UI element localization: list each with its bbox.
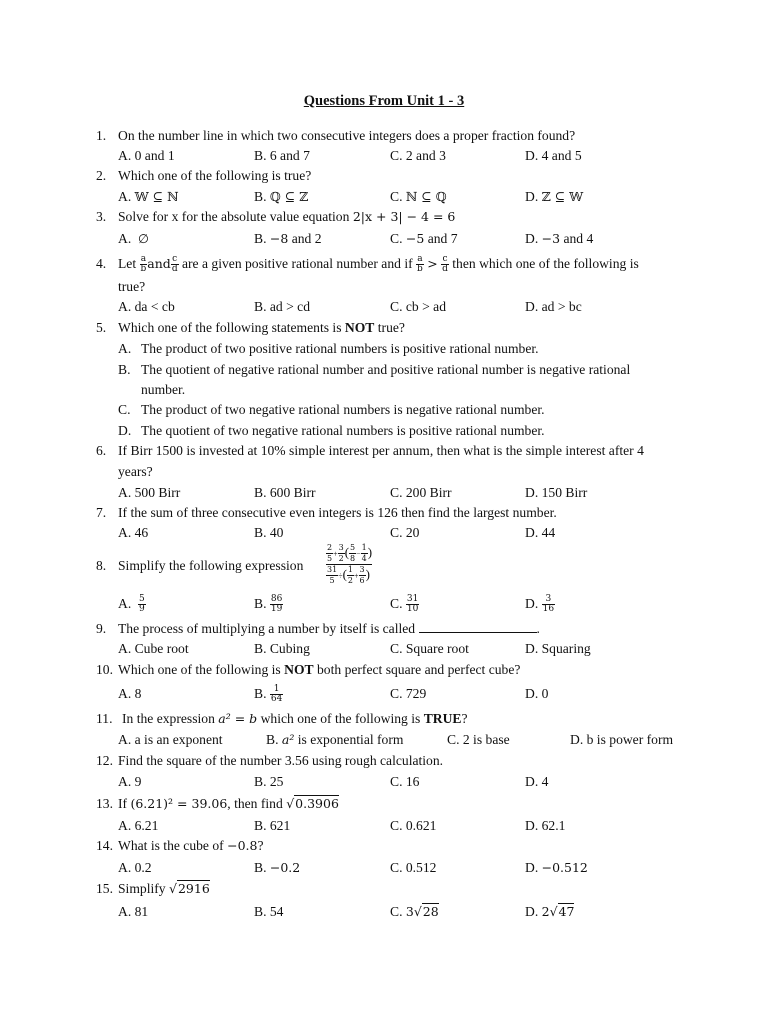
denominator: 2 [338, 554, 344, 563]
numerator: 31 [327, 565, 338, 574]
question-number: 4. [96, 256, 107, 271]
question-text-part: and [147, 256, 171, 271]
option-a: A. 500 Birr [118, 485, 181, 500]
close-paren: ) [367, 544, 373, 560]
option-b: B. 40 [254, 525, 284, 540]
equation: (6.21)² = 39.06 [130, 796, 228, 811]
option-a: A. 8 [118, 686, 142, 701]
question-text [122, 710, 468, 728]
question-text [118, 208, 455, 226]
equation: a² = b [218, 711, 258, 726]
option-math: ℚ ⊆ ℤ [269, 189, 309, 204]
option-math: −0.2 [269, 860, 301, 875]
option-b [254, 859, 300, 877]
answer-blank[interactable] [419, 620, 537, 633]
question-text: Simplify the following expression [118, 558, 304, 573]
option-c: C. 0.621 [390, 818, 437, 833]
option-text: and 4 [560, 231, 594, 246]
option-letter: A. [118, 341, 132, 356]
divide-sign: ÷ [338, 571, 343, 581]
option-math: −5 [405, 231, 425, 246]
square-root: √0.3906 [286, 796, 339, 811]
denominator: 5 [327, 554, 333, 563]
option-c: C. 2 is base [447, 732, 510, 747]
open-paren: ( [344, 544, 350, 560]
option-math: 𝕎 ⊆ ℕ [134, 189, 179, 204]
numerator: 1 [361, 543, 367, 552]
fraction [347, 566, 354, 585]
denominator: 6 [359, 576, 365, 585]
question-number: 12. [96, 753, 113, 768]
option-letter: D. [525, 904, 539, 919]
numerator: 31 [406, 594, 419, 605]
option-c: C. 0.512 [390, 860, 437, 875]
question-text-part: , then find [227, 796, 283, 811]
option-fraction [270, 595, 283, 614]
numerator: 3 [542, 595, 555, 605]
numerator: 86 [270, 594, 283, 605]
question-text-part: years? [118, 464, 153, 479]
option-math: ∅ [138, 231, 149, 246]
option-text: and 7 [424, 231, 458, 246]
denominator: 10 [406, 604, 419, 615]
question-text-part: then which one of the following is [452, 256, 639, 271]
question-number: 1. [96, 128, 107, 143]
option-text: number. [141, 382, 186, 397]
option-letter: B. [254, 189, 267, 204]
option-c: C. 200 Birr [390, 485, 452, 500]
option-letter: D. [525, 189, 539, 204]
question-number: 6. [96, 443, 107, 458]
option-a: A. Cube root [118, 641, 189, 656]
option-b: B. 54 [254, 904, 284, 919]
option-b [254, 188, 308, 206]
denominator: 19 [270, 604, 283, 615]
denominator: b [417, 264, 423, 275]
denominator: 5 [329, 576, 335, 585]
coefficient: 2 [541, 904, 550, 919]
option-d: D. 0 [525, 686, 549, 701]
option-c: C. 20 [390, 525, 420, 540]
question-text-part: . [536, 621, 540, 636]
question-text-part: true? [377, 320, 405, 335]
option-fraction [270, 685, 283, 704]
option-a: A. 9 [118, 774, 142, 789]
option-letter: B. [254, 860, 267, 875]
option-letter: D. [118, 423, 132, 438]
option-d [525, 230, 593, 248]
plus-sign: + [354, 571, 359, 581]
option-d: D. b is power form [570, 732, 674, 747]
option-d: D. 44 [525, 525, 556, 540]
fraction [338, 544, 345, 563]
question-text-part: ? [461, 711, 468, 726]
option-a: A. 0.2 [118, 860, 152, 875]
question-text: On the number line in which two consecutive integers does a proper fraction found? [118, 128, 576, 143]
question-text-part: true? [118, 279, 146, 294]
option-d: D. 150 Birr [525, 485, 588, 500]
option-d: D. Squaring [525, 641, 591, 656]
denominator: 8 [350, 554, 356, 563]
question-text-part: The process of multiplying a number by itself is called [118, 621, 416, 636]
option-letter: A. [118, 231, 132, 246]
fraction [359, 566, 366, 585]
option-d: D. 62.1 [525, 818, 566, 833]
question-text-part: In the expression [122, 711, 215, 726]
fraction-a-over-b [416, 255, 424, 274]
option-letter: B. [118, 362, 131, 377]
option-c [390, 230, 458, 248]
numerator: 1 [347, 565, 354, 574]
option-text: and 2 [288, 231, 322, 246]
option-math: −8 [269, 231, 289, 246]
option-text: The quotient of negative rational number and positive rational number is negative rational [141, 362, 631, 377]
question-text [118, 837, 264, 855]
question-number: 15. [96, 881, 113, 896]
close-paren: ) [365, 566, 370, 582]
denominator: d [171, 264, 178, 275]
option-c [390, 188, 447, 206]
question-number: 9. [96, 621, 107, 636]
option-text: is exponential form [297, 732, 404, 747]
option-letter: B. [266, 732, 279, 747]
option-c: C. Square root [390, 641, 469, 656]
option-a [118, 230, 149, 248]
option-letter: C. [390, 904, 403, 919]
numerator: 3 [359, 565, 365, 574]
question-text: If the sum of three consecutive even integers is 126 then find the largest number. [118, 505, 557, 520]
question-number: 14. [96, 838, 113, 853]
question-text [118, 253, 639, 275]
greater-than-sign: > [427, 256, 438, 271]
fraction [326, 566, 338, 585]
option-math: ℕ ⊆ ℚ [405, 189, 447, 204]
option-letter: A. [118, 189, 132, 204]
radicand: 2916 [177, 881, 210, 896]
math-value: −0.8 [227, 838, 258, 853]
question-text: Which one of the following is true? [118, 168, 312, 183]
option-math: −3 [541, 231, 561, 246]
open-paren: ( [342, 566, 347, 582]
option-a: A. 46 [118, 525, 149, 540]
option-d [525, 188, 583, 206]
plus-sign: + [333, 549, 338, 559]
option-letter: D. [525, 860, 539, 875]
question-text-part: Simplify [118, 881, 166, 896]
question-text-part: ? [257, 838, 264, 853]
option-letter: C. [118, 402, 131, 417]
option-letter: B. [254, 686, 267, 701]
denominator: 2 [347, 576, 354, 585]
question-number: 11. [96, 711, 113, 726]
option-letter: B. [254, 596, 267, 611]
option-fraction [542, 595, 555, 614]
denominator: 9 [139, 604, 145, 615]
option-d: D. 4 [525, 774, 549, 789]
option-fraction [138, 595, 146, 614]
question-number: 13. [96, 796, 113, 811]
question-text-part: What is the cube of [118, 838, 224, 853]
option-d: D. ad > bc [525, 299, 582, 314]
option-letter: C. [390, 231, 403, 246]
numerator: c [172, 254, 178, 265]
option-letter: A. [118, 596, 132, 611]
numerator: 5 [139, 594, 145, 605]
option-math: ℤ ⊆ 𝕎 [541, 189, 584, 204]
question-text [118, 880, 210, 898]
question-number: 8. [96, 558, 107, 573]
radicand: 0.3906 [295, 796, 339, 811]
option-letter: B. [254, 231, 267, 246]
option-c [390, 593, 419, 615]
denominator: 16 [542, 604, 555, 615]
option-a: A. a is an exponent [118, 732, 223, 747]
minus-sign: − [356, 549, 361, 559]
option-math: 2√47 [541, 904, 575, 919]
emphasis: NOT [344, 320, 375, 335]
option-b: B. 6 and 7 [254, 148, 310, 163]
question-number: 2. [96, 168, 107, 183]
question-text-part: Solve for x for the absolute value equation [118, 209, 350, 224]
numerator: 3 [338, 543, 344, 552]
option-b: B. Cubing [254, 641, 310, 656]
question-number: 7. [96, 505, 107, 520]
numerator: c [442, 254, 448, 265]
denominator: d [442, 264, 448, 275]
denominator: b [140, 264, 147, 275]
coefficient: 3 [405, 904, 414, 919]
option-d: D. 4 and 5 [525, 148, 582, 163]
option-b: B. 25 [254, 774, 284, 789]
option-d [525, 859, 588, 877]
emphasis: TRUE [423, 711, 462, 726]
option-letter: C. [390, 189, 403, 204]
square-root: √2916 [169, 881, 210, 896]
emphasis: NOT [284, 662, 314, 677]
option-b: B. 621 [254, 818, 291, 833]
option-text: The quotient of two negative rational numbers is positive rational number. [141, 423, 545, 438]
radicand: 47 [558, 904, 575, 919]
fraction-c-over-d [441, 255, 449, 274]
option-c [390, 903, 439, 921]
option-b [254, 230, 322, 248]
option-math: a² [281, 732, 295, 747]
question-text-part: Which one of the following is [118, 662, 281, 677]
option-b [266, 731, 403, 749]
option-a: A. 81 [118, 904, 149, 919]
option-text: The product of two negative rational numbers is negative rational number. [141, 402, 545, 417]
option-a: A. da < cb [118, 299, 175, 314]
denominator: 4 [361, 554, 367, 563]
question-text-part: If [118, 796, 128, 811]
option-b: B. ad > cd [254, 299, 310, 314]
question-text-part: which one of the following is [260, 711, 421, 726]
option-a: A. 0 and 1 [118, 148, 175, 163]
fraction-c-over-d [171, 255, 179, 274]
option-letter: D. [525, 231, 539, 246]
question-text-part: are a given positive rational number and if [181, 256, 413, 271]
option-d [525, 903, 574, 921]
question-text [118, 620, 540, 638]
option-text: The product of two positive rational numbers is positive rational number. [141, 341, 539, 356]
option-math: 3√28 [405, 904, 439, 919]
question-text: Find the square of the number 3.56 using rough calculation. [118, 753, 444, 768]
option-c: C. 729 [390, 686, 427, 701]
question-number: 5. [96, 320, 107, 335]
option-b [254, 593, 283, 615]
numerator: 1 [270, 685, 283, 695]
option-b: B. 600 Birr [254, 485, 316, 500]
question-text: If Birr 1500 is invested at 10% simple interest per annum, then what is the simple interest after 4 [118, 443, 644, 458]
option-letter: D. [525, 596, 539, 611]
question-text [118, 661, 520, 679]
expression-numerator [326, 544, 372, 565]
numerator: 5 [350, 543, 356, 552]
question-number: 3. [96, 209, 107, 224]
numerator: 2 [327, 543, 333, 552]
option-c: C. cb > ad [390, 299, 446, 314]
page-title: Questions From Unit 1 - 3 [303, 93, 465, 109]
question-text-part: both perfect square and perfect cube? [317, 662, 521, 677]
question-number: 10. [96, 662, 113, 677]
numerator: a [140, 254, 147, 265]
option-b [254, 683, 283, 705]
option-c: C. 2 and 3 [390, 148, 446, 163]
question-text [118, 795, 339, 813]
option-d [525, 593, 555, 615]
option-a [118, 593, 146, 615]
complex-fraction-expression [326, 544, 372, 585]
fraction [361, 544, 368, 563]
numerator: a [417, 254, 423, 265]
option-c: C. 16 [390, 774, 420, 789]
expression-denominator [326, 565, 372, 585]
question-text [118, 319, 405, 337]
denominator: 64 [270, 694, 283, 705]
option-fraction [406, 595, 419, 614]
option-letter: C. [390, 596, 403, 611]
radicand: 28 [422, 904, 439, 919]
question-text-part: Which one of the following statements is [118, 320, 342, 335]
option-math: −0.512 [541, 860, 588, 875]
question-text-part: Let [118, 256, 137, 271]
option-a [118, 188, 179, 206]
option-a: A. 6.21 [118, 818, 159, 833]
equation: 2|x + 3| − 4 = 6 [352, 209, 456, 224]
